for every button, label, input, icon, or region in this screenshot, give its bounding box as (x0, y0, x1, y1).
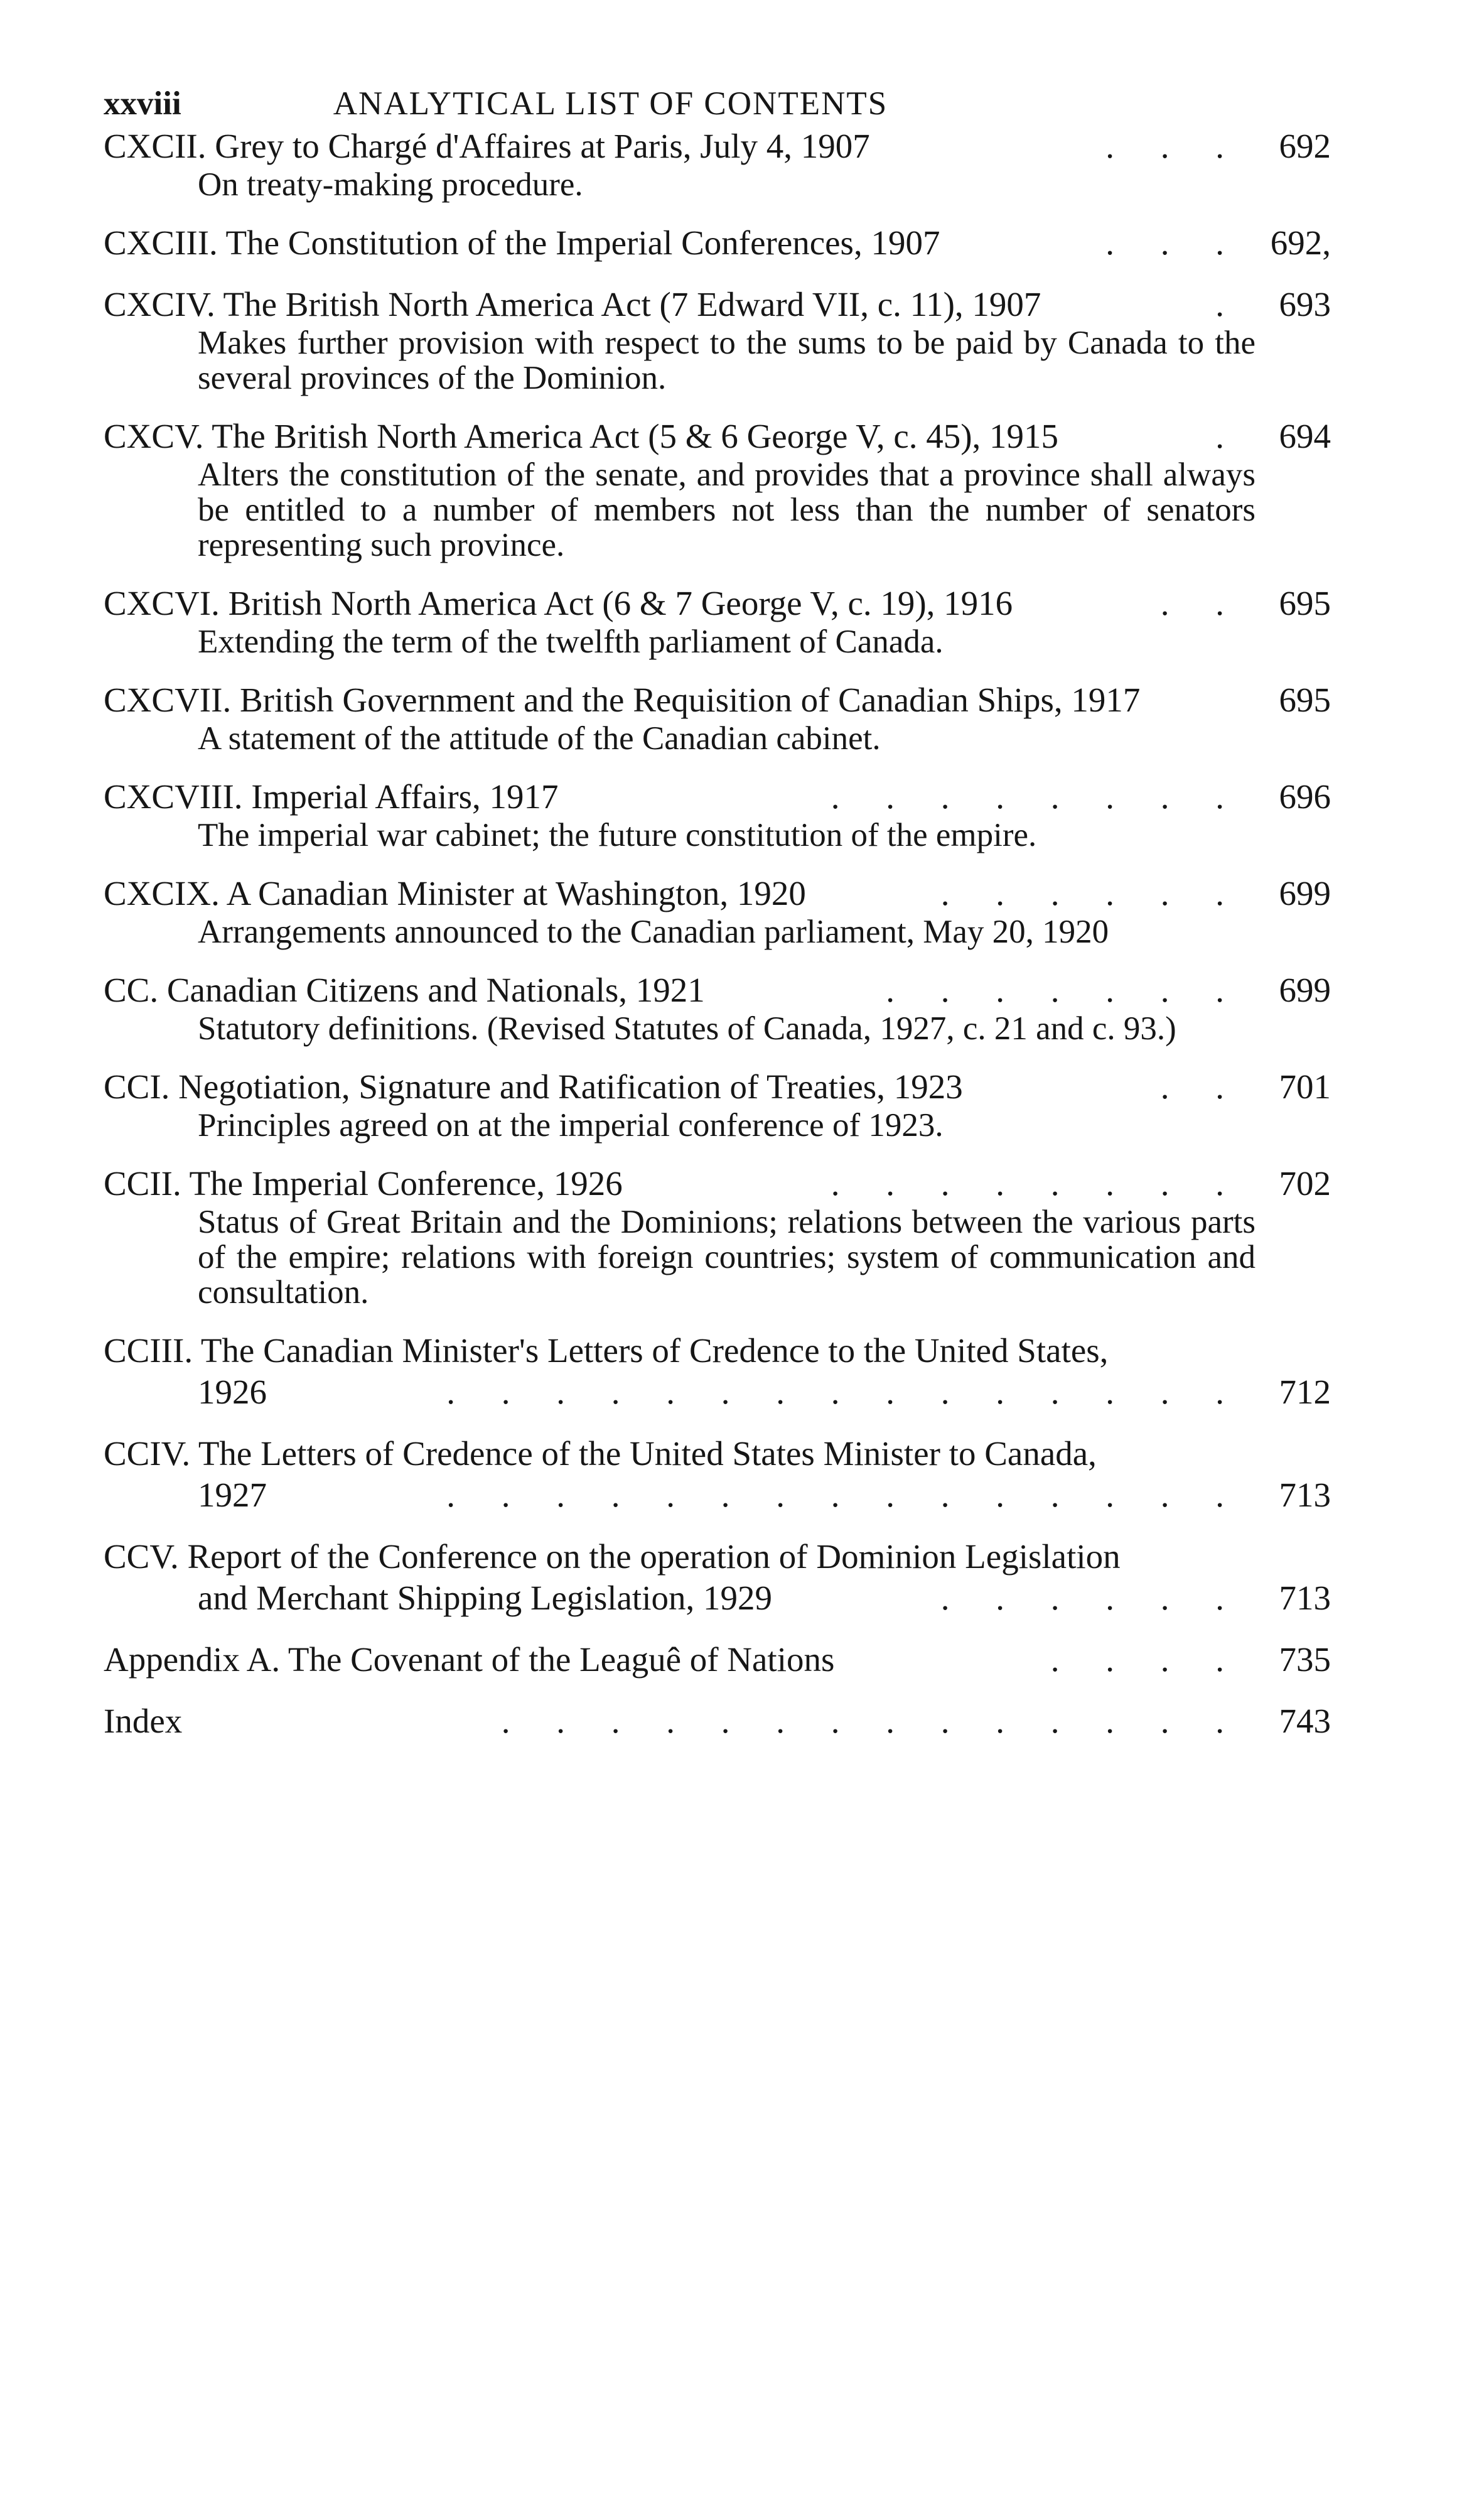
contents-entry (104, 1163, 1331, 1310)
entry-page-number: 699 (1279, 874, 1331, 912)
entry-title: CXCIII. The Constitution of the Imperial Conferences, 1907 (104, 224, 940, 262)
contents-entry (104, 1066, 1331, 1143)
entry-description: A statement of the attitude of the Canadian cabinet. (198, 720, 881, 757)
dot-leader: . . . . . . . . (831, 777, 1243, 816)
contents-entry (104, 1330, 1331, 1413)
entry-title: CXCIV. The British North America Act (7 Edward VII, c. 11), 1907 (104, 285, 1041, 323)
contents-entry (104, 583, 1331, 659)
contents-entry (104, 1639, 1331, 1680)
entry-continuation-line (104, 1371, 1331, 1413)
entry-title: CCIV. The Letters of Credence of the United States Minister to Canada, (104, 1434, 1097, 1473)
entry-title: Appendix A. The Covenant of the Leaguê of Nations (104, 1640, 835, 1679)
entry-title-line (104, 1066, 1331, 1108)
dot-leader: . . (1160, 1068, 1243, 1106)
entry-title-line (104, 416, 1331, 457)
entry-continuation-line (104, 1474, 1331, 1516)
entry-title-continuation: and Merchant Shipping Legislation, 1929 (198, 1579, 772, 1617)
dot-leader: . . . . . . . . . . . . . . . (446, 1373, 1243, 1411)
entry-page-number: 713 (1279, 1476, 1331, 1514)
entry-description: Principles agreed on at the imperial conference of 1923. (198, 1107, 944, 1144)
entry-page-number: 696 (1279, 777, 1331, 816)
contents-entry (104, 1701, 1331, 1742)
dot-leader: . . . . . . . (886, 971, 1243, 1009)
entry-title: CXCVIII. Imperial Affairs, 1917 (104, 777, 559, 816)
contents-entry (104, 126, 1331, 202)
entry-page-number: 695 (1279, 584, 1331, 622)
dot-leader: . . . (1105, 127, 1243, 165)
dot-leader: . . . . . . . . . . . . . . . (446, 1476, 1243, 1514)
entry-title-line (104, 1639, 1331, 1680)
entry-title-line (104, 284, 1331, 325)
entry-title: CXCVII. British Government and the Requisition of Canadian Ships, 1917 (104, 681, 1141, 719)
dot-leader: . . . . . . . . (831, 1164, 1243, 1203)
entry-title: CXCIX. A Canadian Minister at Washington, 1920 (104, 874, 806, 912)
entry-title: CXCII. Grey to Chargé d'Affaires at Paris, July 4, 1907 (104, 127, 870, 165)
entry-title-continuation: 1927 (198, 1476, 267, 1514)
dot-leader: . . . . (1050, 1640, 1243, 1679)
entry-description: The imperial war cabinet; the future constitution of the empire. (198, 817, 1037, 853)
entry-title-continuation: 1926 (198, 1373, 267, 1411)
contents-entry (104, 679, 1331, 756)
entry-title-line (104, 970, 1331, 1011)
entry-title: Index (104, 1702, 183, 1740)
contents-entry (104, 873, 1331, 949)
contents-entry (104, 222, 1331, 264)
entry-description: Arrangements announced to the Canadian parliament, May 20, 1920 (198, 914, 1109, 950)
entry-title-line (104, 583, 1331, 624)
contents-page (104, 82, 1331, 1742)
entry-title-line (104, 1536, 1331, 1577)
entry-title: CCII. The Imperial Conference, 1926 (104, 1164, 623, 1203)
entry-page-number: 692 (1279, 127, 1331, 165)
entry-page-number: 693 (1279, 285, 1331, 323)
entry-page-number: 743 (1279, 1702, 1331, 1740)
entry-page-number: 712 (1279, 1373, 1331, 1411)
entry-title-line (104, 679, 1331, 721)
dot-leader: . . . (1105, 224, 1243, 262)
contents-entry (104, 1536, 1331, 1619)
contents-entry (104, 416, 1331, 563)
entry-title-line (104, 222, 1331, 264)
entry-description: On treaty-making procedure. (198, 166, 583, 203)
entry-page-number: 702 (1279, 1164, 1331, 1203)
entry-page-number: 701 (1279, 1068, 1331, 1106)
entry-title-line (104, 1163, 1331, 1204)
dot-leader: . (1215, 285, 1243, 323)
dot-leader: . . (1160, 584, 1243, 622)
entry-continuation-line (104, 1577, 1331, 1619)
entry-title: CXCVI. British North America Act (6 & 7 George V, c. 19), 1916 (104, 584, 1013, 622)
entry-page-number: 699 (1279, 971, 1331, 1009)
entry-description: Extending the term of the twelfth parliament of Canada. (198, 624, 944, 660)
entry-page-number: 695 (1279, 681, 1331, 719)
entry-page-number: 735 (1279, 1640, 1331, 1679)
contents-entry (104, 1433, 1331, 1516)
entry-title-line (104, 873, 1331, 914)
entry-title: CXCV. The British North America Act (5 & 6 George V, c. 45), 1915 (104, 417, 1059, 455)
page-folio: xxviii (104, 85, 181, 122)
page-title: ANALYTICAL LIST OF CONTENTS (333, 85, 888, 122)
entry-title: CC. Canadian Citizens and Nationals, 1921 (104, 971, 705, 1009)
entry-page-number: 694 (1279, 417, 1331, 455)
running-head (104, 82, 1331, 126)
entry-page-number: 692, (1270, 224, 1331, 262)
entry-description: Alters the constitution of the senate, and provides that a province shall always be entitled to a number of members not less than the number of senators representing such province. (198, 457, 1255, 563)
entry-title: CCI. Negotiation, Signature and Ratification of Treaties, 1923 (104, 1068, 963, 1106)
entry-description: Statutory definitions. (Revised Statutes of Canada, 1927, c. 21 and c. 93.) (198, 1010, 1176, 1047)
dot-leader: . . . . . . (940, 874, 1243, 912)
entry-title: CCV. Report of the Conference on the operation of Dominion Legislation (104, 1537, 1121, 1576)
entry-page-number: 713 (1279, 1579, 1331, 1617)
dot-leader: . . . . . . . . . . . . . . (501, 1702, 1243, 1740)
entry-title-line (104, 1330, 1331, 1371)
entry-title-line (104, 776, 1331, 818)
contents-entry (104, 284, 1331, 396)
entry-title-line (104, 126, 1331, 167)
contents-entry (104, 776, 1331, 853)
dot-leader: . (1215, 417, 1243, 455)
entry-description: Makes further provision with respect to the sums to be paid by Canada to the several provinces of the Dominion. (198, 325, 1255, 396)
contents-entry (104, 970, 1331, 1046)
entry-title: CCIII. The Canadian Minister's Letters of Credence to the United States, (104, 1331, 1109, 1370)
contents-list (104, 126, 1331, 1742)
dot-leader: . . . . . . (940, 1579, 1243, 1617)
entry-title-line (104, 1701, 1331, 1742)
entry-description: Status of Great Britain and the Dominions; relations between the various parts of the empire; relations with foreign countries; system of communication and consultation. (198, 1204, 1255, 1311)
entry-title-line (104, 1433, 1331, 1474)
